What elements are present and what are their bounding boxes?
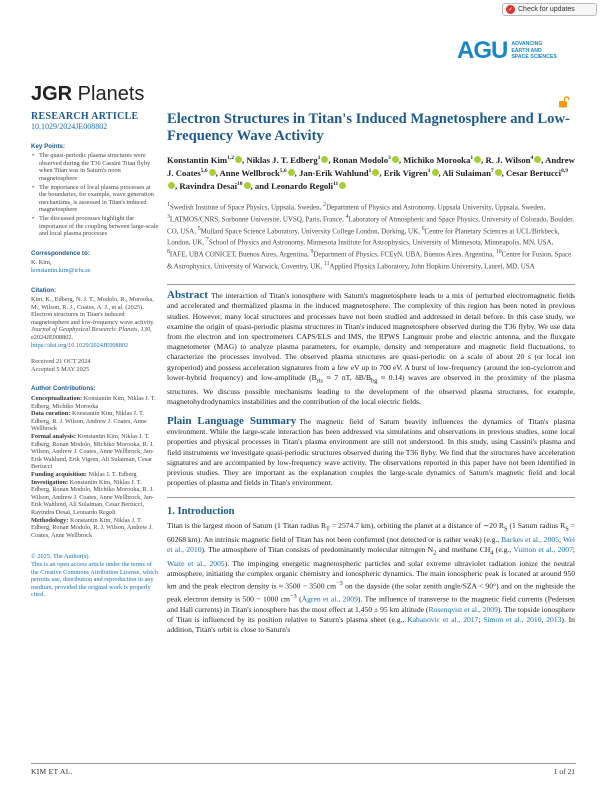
abstract-text-end: ≈ 0.14) waves are observed in the proximity of the plasma structures. We discuss possible mechanisms leading to the development of the observed plasma structures, for example, magnetohydrodynamics instabilities and the contribution of the local electric fields. (167, 372, 575, 406)
author-name[interactable]: Niklas J. T. Edberg (246, 154, 318, 165)
abstract-subscript: rts (316, 377, 324, 385)
abstract-heading: Abstract (167, 289, 208, 302)
contribution-role: Funding acquisition: (31, 470, 87, 478)
agu-tagline-line: SPACE SCIENCES (511, 54, 557, 61)
affiliation-number: 6 (421, 225, 425, 232)
license-text[interactable]: This is an open access article under the terms of the Creative Commons Attribution License, which permits use, distribution and reproduction in any medium, provided the original work is properly cited. (31, 560, 158, 599)
contribution-names: Konstantin Kim, Niklas J. T. Edberg, Ronan Modolo, Michiko Morooka, R. J. Wilson, Andrew J. Coates, Anne Wellbrock, Jan-Erik Wahlund, Ali Sulaiman, Cesar Bertucci, Ravindra Desai, Leonardo Regoli (31, 478, 154, 516)
agu-logo[interactable] (457, 37, 557, 65)
affiliation-text: Department of Physics, FCEyN, UBA, Buenos Aires, Argentina, (313, 250, 496, 259)
orcid-icon[interactable] (392, 156, 399, 163)
citation-link[interactable]: Waite et al., 2005 (167, 559, 225, 569)
intro-text-run: (e.g., (493, 545, 514, 555)
key-points-list (31, 152, 159, 238)
article-sidebar (31, 111, 159, 599)
affiliation-number: 11 (323, 261, 330, 268)
contribution-names: Konstantin Kim, Niklas J. T. Edberg, R. J. Wilson, Andrew J. Coates, Anne Wellbrock (31, 410, 147, 433)
citation-heading: Citation: (31, 286, 57, 294)
contribution-role: Investigation: (31, 478, 69, 486)
abstract (167, 290, 575, 407)
author-affiliation-number: 1 (470, 155, 474, 161)
article-dates (31, 358, 159, 373)
author-name[interactable]: Andrew J. Coates (167, 154, 575, 178)
intro-subscript: 2 (433, 549, 437, 557)
intro-text-run: ; (559, 535, 563, 545)
key-points-heading: Key Points: (31, 142, 66, 150)
citation-link[interactable]: Backes et al., 2005 (501, 535, 559, 545)
intro-text-run: ). The atmosphere of Titan consists of predominantly molecular nitrogen N (201, 545, 434, 555)
correspondence-heading: Correspondence to: (31, 249, 90, 257)
affiliation-number: 1 (167, 201, 170, 208)
check-for-updates-label: Check for updates (518, 6, 575, 13)
author-name[interactable]: Erik Vigren (383, 167, 428, 178)
contribution-names: Konstantin Kim, Niklas J. T. Edberg, Ronan Modolo, R. J. Wilson, Andrew J. Coates, Anne Wellbrock (31, 516, 153, 539)
intro-superscript: −3 (289, 593, 297, 601)
contribution-names: Niklas J. T. Edberg (88, 470, 137, 478)
author-name[interactable]: Michiko Morooka (403, 154, 471, 165)
citation-journal: Journal of Geophysical Research: Planets, 130, (31, 326, 152, 334)
key-point: • The discussed processes highlight the importance of the coupling between large-scale and local plasma processes (31, 215, 159, 238)
intro-subscript: S (503, 525, 508, 533)
received-date: Received 21 OCT 2024 (31, 358, 91, 366)
author-name[interactable]: R. J. Wilson (485, 154, 531, 165)
orcid-icon[interactable] (474, 156, 481, 163)
affiliation-text: School of Physics and Astronomy, Minnesota Institute for Astrophysics, University of Minnesota, Minneapolis, MN, USA, (208, 238, 554, 247)
citation-link[interactable]: Wei et al., 2010 (167, 535, 576, 555)
citation-link[interactable]: Vuitton et al., 2007 (513, 545, 573, 555)
citation-block (31, 296, 159, 349)
orcid-icon[interactable] (372, 169, 379, 176)
affiliation-number: 10 (495, 249, 502, 256)
orcid-icon[interactable] (339, 182, 346, 189)
affiliation-text: LATMOS/CNRS, Sorbonne Université, UVSQ, Paris, France, (169, 214, 346, 223)
divider (167, 497, 575, 498)
intro-subscript: T (326, 525, 330, 533)
correspondence-name: K. Kim, (31, 259, 52, 267)
citation-link[interactable]: 2013 (546, 615, 562, 625)
affiliation-number: 3 (167, 213, 170, 220)
affiliation-text: Laboratory of Atmospheric and Space Physics, University of Colorado, Boulder, CO, USA, (167, 214, 575, 235)
contribution-entry (31, 433, 159, 471)
intro-subscript: S (565, 525, 569, 533)
author-affiliation-number: 5,6 (279, 167, 287, 174)
check-for-updates-button[interactable] (502, 3, 597, 16)
citation-doi-link[interactable]: https://doi.org/10.1029/2024JE008802 (31, 341, 129, 349)
journal-name-rest: Planets (72, 83, 145, 105)
journal-name (31, 83, 144, 106)
author-name[interactable]: Ali Sulaiman (442, 167, 491, 178)
contribution-names: Konstantin Kim, Niklas J. T. Edberg, Michiko Morooka (31, 395, 156, 410)
author-affiliation-number: 1,2 (227, 155, 234, 161)
orcid-icon[interactable] (495, 169, 502, 176)
affiliation-text: Centre for Fusion, Space & Astrophysics, University of Warwick, Coventry, UK, (167, 250, 572, 271)
author-name[interactable]: Jan-Erik Wahlund (299, 167, 369, 178)
affiliation-number: 5 (197, 225, 201, 232)
contribution-entry (31, 395, 159, 410)
author-name[interactable]: Konstantin Kim (167, 154, 228, 165)
key-point: • The quasi-periodic plasma structures were observed during the T36 Cassini Titan flyby when Titan was in Saturn's noon magnetosphere (31, 152, 159, 182)
orcid-icon[interactable] (288, 169, 295, 176)
intro-text-run: ( (296, 594, 302, 604)
introduction-heading: 1. Introduction (167, 506, 235, 518)
contribution-entry (31, 471, 159, 479)
intro-subscript: 4 (490, 549, 494, 557)
citation-link[interactable]: Ågren et al., 2009 (301, 594, 358, 604)
article-type: RESEARCH ARTICLE (31, 111, 139, 122)
intro-text-run: , (541, 615, 547, 625)
affiliation-number: 4 (345, 213, 349, 220)
open-access-lock-icon (558, 96, 570, 108)
contribution-entry (31, 479, 159, 517)
author-name[interactable]: Leonardo Regoli (271, 180, 334, 191)
affiliation-text: Centre for Planetary Sciences at UCL/Birkbeck, London, UK, (167, 226, 560, 247)
citation-link[interactable]: Simon et al., 2010 (483, 615, 542, 625)
article-title: Electron Structures in Titan's Induced Magnetosphere and Low-Frequency Wave Activity (167, 111, 570, 144)
citation-link[interactable]: Rosenqvist et al., 2009 (428, 604, 498, 614)
agu-tagline-line: EARTH AND (511, 47, 542, 54)
abstract-subscript: bg (371, 377, 378, 385)
author-affiliation-number: 5,6 (200, 167, 208, 174)
correspondence-email-link[interactable]: konstantin.kim@irfu.se (31, 266, 91, 274)
article-doi[interactable]: 10.1029/2024JE008802 (31, 122, 108, 131)
affiliation-number: 7 (205, 237, 209, 244)
contribution-role: Formal analysis: (31, 433, 76, 440)
author-affiliation-number: 7 (490, 167, 494, 174)
citation-text: Kim, K., Edberg, N. J. T., Modolo, R., Morooka, M., Wilson, R. J., Coates, A. J., et al. (2025). Electron structures in Titan's induced magnetosphere and low-frequency wave activity. (31, 296, 155, 326)
introduction-text (167, 521, 575, 635)
author-affiliation-number: 10 (237, 180, 243, 187)
affiliation-text: IAFE, UBA CONICET, Buenos Aires, Argentina, (169, 250, 311, 259)
update-badge-icon: ✓ (507, 7, 514, 13)
intro-text-run: ). The influence of transverse to the magnetic field currents (Pedersen and Hall currents) in Titan's ionosphere has the most effect at 1,450 ± 95 km altitude ( (167, 594, 575, 614)
license-block (31, 553, 159, 599)
citation-id: e2024JE008802. (31, 334, 74, 342)
affiliation-number: 8 (167, 249, 170, 256)
author-affiliation-number: 1 (317, 155, 321, 161)
author-list: Konstantin Kim$^{1,2}$ , Niklas J. T. Edberg$^1$ , Ronan Modolo$^3$ , Michiko Morooka$^1$ , R. J. Wilson$^4$ , Andrew J. Coates$^{5,6}$ , Anne Wellbrock$^{5,6}$ , Jan-Erik Wahlund$^1$ , Erik Vigren$^1$ , Ali Sulaiman$^7$ , Cesar Bertucci$^{8,9}$, Ravindra Desai$^{10}$ , and Leonardo Regoli$^{11}$ (167, 154, 575, 191)
intro-text-run: = 2574.7 km), orbiting the planet at a distance of ∼20 R (329, 521, 504, 531)
copyright-line: © 2025. The Author(s). (31, 553, 91, 561)
orcid-icon[interactable] (235, 156, 242, 163)
intro-text-run: ; (572, 545, 575, 555)
author-affiliation-number: 4 (530, 155, 534, 161)
plain-language-summary (167, 416, 575, 488)
agu-wordmark: AGU (457, 37, 508, 64)
intro-text-run: = 60268 km). An intrinsic magnetic field of Titan has not been confirmed (not detected or is rather weak) (e.g., (167, 521, 575, 545)
intro-text-run: and methane CH (436, 545, 491, 555)
orcid-icon[interactable] (209, 169, 216, 176)
author-affiliation-number: 11 (333, 180, 339, 187)
author-affiliation-number: 1 (368, 167, 372, 174)
footer-authors: KIM ET AL. (31, 767, 73, 776)
author-contributions-heading: Author Contributions: (31, 385, 96, 393)
intro-text-run: Titan is the largest moon of Saturn (1 Titan radius R (167, 521, 327, 531)
author-affiliation-number: 8,9 (561, 167, 568, 174)
affiliation-number: 2 (323, 201, 327, 208)
contribution-role: Conceptualization: (31, 395, 83, 403)
divider (167, 284, 575, 285)
abstract-text-mid: ≈ 7 nT, δB/B (323, 372, 372, 382)
intro-text-run: ). The topside ionosphere of Titan is influenced by its position relative to Saturn's plasma sheet (e.g., (167, 604, 575, 625)
intro-text-run: on the dayside (the solar zenith angle/SZA < 90°) and on the nightside the peak electron density is 500 − 1000 cm (167, 581, 575, 604)
affiliation-text: Swedish Institute of Space Physics, Uppsala, Sweden, (169, 203, 324, 211)
contribution-entry (31, 410, 159, 433)
agu-tagline (511, 41, 556, 61)
agu-tagline-line: ADVANCING (511, 41, 543, 48)
orcid-icon[interactable] (432, 169, 439, 176)
contribution-entry (31, 517, 159, 540)
affiliation-number: 9 (310, 249, 314, 256)
intro-text-run: ). In addition, Titan's orbit is close to Saturn's (167, 615, 575, 635)
contribution-role: Data curation: (31, 410, 71, 418)
intro-superscript: −3 (336, 580, 343, 588)
page-number: 1 of 21 (553, 767, 575, 776)
key-point: • The importance of local plasma processes at the boundaries, for example, wave generation mechanisms, is assessed in Titan's induced magnetosphere (31, 184, 159, 214)
contribution-role: Methodology: (31, 516, 69, 524)
author-name[interactable]: Ronan Modolo (332, 154, 389, 165)
article-main (167, 111, 575, 636)
affiliations (167, 201, 575, 273)
author-name[interactable]: Anne Wellbrock (219, 167, 280, 178)
orcid-icon[interactable] (168, 182, 175, 189)
orcid-icon[interactable] (321, 156, 328, 163)
abstract-text: The interaction of Titan's ionosphere with Saturn's magnetosphere leads to a mix of perturbed electromagnetic fields and accelerated and thermalized plasma in the induced magnetosphere. The complexity of this region has been noted in previous studies. However, many local structures and processes have not been studied and addressed in detail before. In this case study, we examine the origin of quasi-periodic plasma structures in Titan's induced magnetosphere observed during the T36 flyby. We use data from the electron and ion spectrometers CAPS/ELS and IMS, the RPWS Langmuir probe and electric antenna, and the fluxgate magnetometer (MAG) to analyze plasma parameters, for example, density and temperature and magnetic field fluctuations, to characterize the processes involved. The observed plasma structures are quasi-periodic on a scale of about 20 s (or local ion gyroperiod) and possess acceleration signatures from a few eV up to 700 eV. A burst of low-frequency (around the ion-cyclotron and lower-hybrid frequency) and low-amplitude (B (167, 291, 575, 382)
contribution-names: Konstantin Kim, Niklas J. T. Edberg, Ronan Modolo, Michiko Morooka, R. J. Wilson, Andrew J. Coates, Anne Wellbrock, Jan-Erik Wahlund, Erik Vigren, Ali Sulaiman, Cesar Bertucci (31, 433, 154, 471)
intro-text-run: ). The impinging energetic magnetospheric particles and solar extreme ultraviolet radiation ionize the neutral atmosphere, initiating the complex organic chemistry and ionospheric dynamics. The main ionospheric peak is located at around 950 km and the peak electron density is ≈ 3500 − 3500 cm (167, 559, 575, 591)
author-name[interactable]: Ravindra Desai (179, 180, 238, 191)
affiliation-text: Mullard Space Science Laboratory, University College London, Dorking, UK, (200, 226, 422, 235)
affiliation-text: Applied Physics Laboratory, John Hopkins University, Laurel, MD, USA (329, 262, 535, 271)
author-affiliation-number: 3 (388, 155, 391, 161)
author-name[interactable]: Cesar Bertucci (506, 167, 562, 178)
journal-name-bold: JGR (31, 83, 73, 105)
accepted-date: Accepted 5 MAY 2025 (31, 365, 90, 373)
footer-divider (31, 763, 576, 764)
orcid-icon[interactable] (534, 156, 541, 163)
pls-heading: Plain Language Summary (167, 414, 297, 427)
intro-text-run: (1 Saturn radius R (507, 521, 566, 531)
intro-text-run: ; (478, 615, 484, 625)
pls-text: The magnetic field of Saturn heavily influences the dynamics of Titan's plasma environment. While the large-scale interaction has been addressed via simulations and observations in previous studies, some local properties and physical processes in Titan's plasma environment are still not understood. In this study, using Cassini's plasma and field instruments we investigate quasi-periodic structures observed during the T36 flyby. We find that the structures have acceleration signatures and are accompanied by low-frequency wave activity. The observations reported in this paper have not been identified in previous studies. They are important as the explanation couples the large-scale dynamics of Saturn's magnetic field and local properties of plasma and fields in Titan's environment. (167, 416, 575, 488)
author-affiliation-number: 1 (427, 167, 431, 174)
affiliation-text: Department of Physics and Astronomy, Uppsala University, Uppsala, Sweden, (326, 203, 546, 211)
orcid-icon[interactable] (244, 182, 251, 189)
citation-link[interactable]: Kabanovic et al., 2017 (407, 615, 479, 625)
